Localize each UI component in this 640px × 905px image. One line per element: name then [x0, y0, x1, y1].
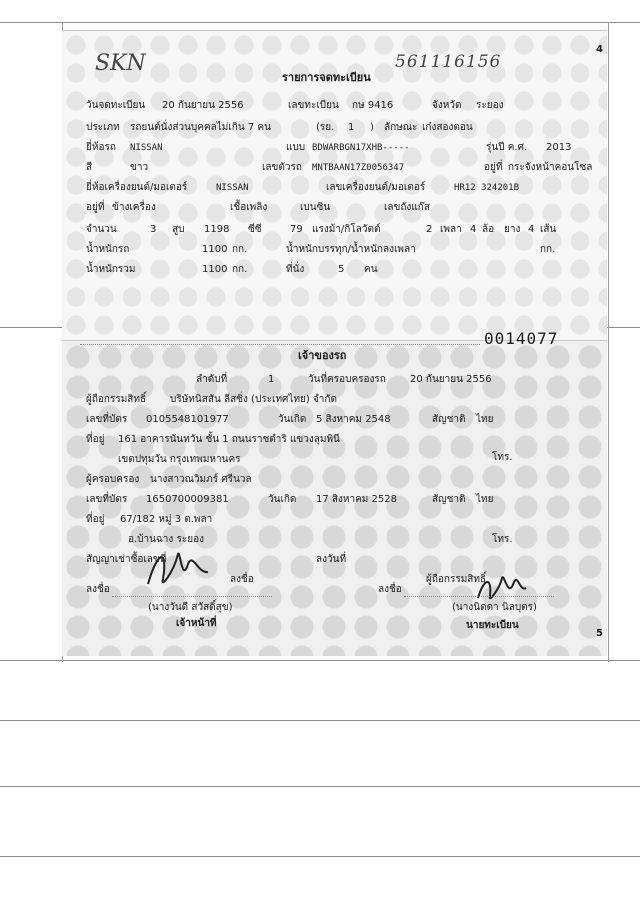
model: BDWARBGN17XHB----- [312, 143, 410, 153]
province: ระยอง [476, 100, 504, 111]
tires-label: ยาง [504, 224, 521, 235]
possessor-address-line1: 67/182 หมู่ 3 ต.พลา [120, 514, 213, 525]
province-label: จังหวัด [432, 100, 462, 111]
serial-number: 0014077 [484, 329, 559, 348]
page-number-bottom: 5 [596, 628, 603, 639]
page-number-top: 4 [596, 44, 603, 55]
axles-unit: เพลา [440, 224, 462, 235]
weight-unit: กก. [232, 244, 248, 255]
engine-brand: NISSAN [216, 183, 249, 193]
contract-number-label: สัญญาเช่าซื้อเลขที่ [86, 554, 167, 565]
load-label: น้ำหนักบรรทุก/น้ำหนักลงเพลา [286, 244, 416, 255]
officer-signature [138, 544, 218, 594]
serial-dotted-line [80, 344, 480, 345]
possessor-birth-label: วันเกิด [268, 494, 297, 505]
chassis-location-label: อยู่ที่ [484, 162, 503, 173]
owner-id: 0105548101977 [146, 414, 229, 425]
color: ขาว [130, 162, 149, 173]
model-year: 2013 [546, 142, 572, 153]
class-label: (รย. [316, 122, 335, 133]
owner-address-line2: เขตปทุมวัน กรุงเทพมหานคร [118, 454, 241, 465]
model-label: แบบ [286, 142, 306, 153]
seats-unit: คน [364, 264, 378, 275]
cylinder-label: จำนวน [86, 224, 117, 235]
gas-tank-label: เลขถังแก๊ส [384, 202, 430, 213]
scan-line-low1 [0, 720, 640, 721]
own-date-label: วันที่ครอบครองรถ [308, 374, 386, 385]
horsepower: 79 [290, 224, 303, 235]
owner-birth: 5 สิงหาคม 2548 [316, 414, 391, 425]
axles: 2 [426, 224, 433, 235]
scan-line-mid2 [0, 660, 640, 661]
possessor-id-label: เลขที่บัตร [86, 494, 128, 505]
color-label: สี [86, 162, 93, 173]
cc: 1198 [204, 224, 230, 235]
tires: 4 [528, 224, 535, 235]
wheels-unit: ล้อ [482, 224, 495, 235]
cc-unit: ซีซี [248, 224, 262, 235]
engine-brand-label: ยี่ห้อเครื่องยนต์/มอเตอร์ [86, 182, 188, 193]
seats: 5 [338, 264, 345, 275]
style-label: ลักษณะ [384, 122, 418, 133]
chassis-location: กระจังหน้าคอนโซล [508, 162, 593, 173]
holder-sign-title: ผู้ถือกรรมสิทธิ์ [426, 574, 487, 585]
owner-heading: เจ้าของรถ [298, 349, 347, 362]
scan-line-top [0, 22, 640, 23]
fuel: เบนซิน [300, 202, 331, 213]
possessor-name: นางสาวณวิมภร์ ศรีนวล [150, 474, 252, 485]
owner-address-line1: 161 อาคารนันทวัน ชั้น 1 ถนนราชดำริ แขวงลุมพินี [118, 434, 340, 445]
registrar-sign-label: ลงชื่อ [378, 584, 402, 595]
cylinder-unit: สูบ [172, 224, 185, 235]
engine-number: HR12 324201B [454, 183, 520, 193]
registrar-title: นายทะเบียน [466, 620, 519, 631]
brand-label: ยี่ห้อรถ [86, 142, 116, 153]
engine-location-label: อยู่ที่ [86, 202, 105, 213]
possessor-address-label: ที่อยู่ [86, 514, 105, 525]
owner-seq-label: ลำดับที่ [196, 374, 228, 385]
gross-weight-unit: กก. [232, 264, 248, 275]
owner-nation: ไทย [476, 414, 494, 425]
load-unit: กก. [540, 244, 556, 255]
owner-seq: 1 [268, 374, 275, 385]
owner-id-label: เลขที่บัตร [86, 414, 128, 425]
cylinders: 3 [150, 224, 157, 235]
officer-sign-label: ลงชื่อ [86, 584, 110, 595]
owner-address-label: ที่อยู่ [86, 434, 105, 445]
vehicle-style: เก๋งสองตอน [422, 122, 473, 133]
fuel-label: เชื้อเพลิง [230, 202, 268, 213]
seats-label: ที่นั่ง [286, 264, 305, 275]
reg-date-label: วันจดทะเบียน [86, 100, 146, 111]
plate-label: เลขทะเบียน [288, 100, 339, 111]
possessor-tel-label: โทร. [492, 534, 513, 545]
own-date: 20 กันยายน 2556 [410, 374, 492, 385]
gross-weight: 1100 [202, 264, 228, 275]
vehicle-type: รถยนต์นั่งส่วนบุคคลไม่เกิน 7 คน [130, 122, 271, 133]
registrar-sign-line [404, 596, 554, 597]
handwritten-file-number: 561116156 [395, 52, 502, 72]
gross-weight-label: น้ำหนักรวม [86, 264, 136, 275]
possessor-label: ผู้ครอบครอง [86, 474, 140, 485]
holder-name: บริษัทนิสสัน ลีสซิ่ง (ประเทศไทย) จำกัด [170, 394, 337, 405]
scan-line-low2 [0, 786, 640, 787]
class-number: 1 [348, 122, 355, 133]
officer-title: เจ้าหน้าที่ [176, 618, 217, 629]
engine-number-label: เลขเครื่องยนต์/มอเตอร์ [326, 182, 426, 193]
owner-birth-label: วันเกิด [278, 414, 307, 425]
possessor-birth: 17 สิงหาคม 2528 [316, 494, 398, 505]
scan-line-low3 [0, 856, 640, 857]
reg-date: 20 กันยายน 2556 [162, 100, 244, 111]
handwritten-initials: SKN [95, 51, 146, 76]
brand: NISSAN [130, 143, 163, 153]
officer-sign-line [112, 596, 272, 597]
right-edge [608, 22, 609, 662]
type-label: ประเภท [86, 122, 120, 133]
contract-date-label: ลงวันที่ [316, 554, 347, 565]
owner-tel-label: โทร. [492, 452, 513, 463]
officer-name: (นางวันดี สวัสดิ์สุข) [148, 602, 233, 613]
horsepower-unit: แรงม้า/กิโลวัตต์ [312, 224, 381, 235]
model-year-label: รุ่นปี ค.ศ. [486, 142, 528, 153]
registrar-name: (นางนิดดา นิลบุตร) [452, 602, 537, 613]
holder-label: ผู้ถือกรรมสิทธิ์ [86, 394, 147, 405]
owner-nation-label: สัญชาติ [432, 414, 466, 425]
tires-unit: เส้น [540, 224, 557, 235]
weight-label: น้ำหนักรถ [86, 244, 130, 255]
possessor-nation-label: สัญชาติ [432, 494, 466, 505]
engine-location: ข้างเครื่อง [112, 202, 156, 213]
possessor-nation: ไทย [476, 494, 494, 505]
wheels: 4 [470, 224, 477, 235]
chassis-number: MNTBAAN17Z0056347 [312, 163, 405, 173]
holder-sign-label: ลงชื่อ [230, 574, 254, 585]
weight: 1100 [202, 244, 228, 255]
plate-number: กษ 9416 [352, 100, 394, 111]
possessor-id: 1650700009381 [146, 494, 229, 505]
chassis-label: เลขตัวรถ [262, 162, 302, 173]
class-close: ) [370, 122, 374, 133]
possessor-address-line2: อ.บ้านฉาง ระยอง [128, 534, 204, 545]
registration-heading: รายการจดทะเบียน [282, 71, 371, 84]
